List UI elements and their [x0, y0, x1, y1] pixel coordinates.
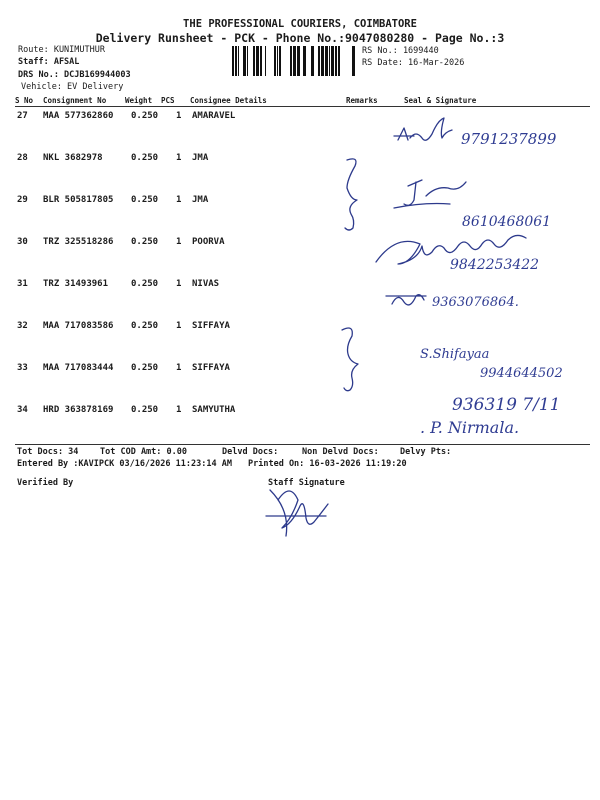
table-row-sno: 34 [17, 405, 28, 415]
table-row-pcs: 1 [176, 195, 182, 205]
table-row-sno: 30 [17, 237, 28, 247]
table-row-weight: 0.250 [131, 111, 159, 121]
col-header-consignee: Consignee Details [190, 96, 267, 105]
table-row-sno: 29 [17, 195, 28, 205]
table-row-consignment: BLR 505817805 [43, 195, 114, 205]
table-row-consignee: SAMYUTHA [192, 405, 236, 415]
delivery-points: Delvy Pts: [400, 447, 452, 457]
table-row-pcs: 1 [176, 153, 182, 163]
table-row-weight: 0.250 [131, 237, 159, 247]
table-row-consignee: JMA [192, 153, 209, 163]
table-row-consignee: NIVAS [192, 279, 220, 289]
col-header-remarks: Remarks [346, 96, 378, 105]
rs-date-field: RS Date: 16-Mar-2026 [362, 58, 465, 68]
table-row-pcs: 1 [176, 111, 182, 121]
handwritten-phone-33: 9944644502 [480, 366, 563, 381]
table-row-weight: 0.250 [131, 195, 159, 205]
table-row-sno: 27 [17, 111, 28, 121]
verified-by-label: Verified By [17, 478, 74, 488]
col-header-pcs: PCS [161, 96, 175, 105]
handwritten-phone-27: 9791237899 [461, 130, 557, 148]
table-row-consignment: MAA 717083444 [43, 363, 114, 373]
total-docs: Tot Docs: 34 [17, 447, 79, 457]
handwritten-phone-34: 936319 7/11 [452, 395, 561, 415]
vehicle-field: Vehicle: EV Delivery [21, 82, 124, 92]
total-cod-amount: Tot COD Amt: 0.00 [100, 447, 187, 457]
col-header-consignment: Consignment No [43, 96, 107, 105]
table-row-consignee: JMA [192, 195, 209, 205]
table-row-sno: 33 [17, 363, 28, 373]
table-row-weight: 0.250 [131, 321, 159, 331]
col-header-seal: Seal & Signature [404, 96, 477, 105]
handwritten-phone-31: 9363076864. [432, 295, 519, 310]
handwritten-phone-29: 8610468061 [462, 214, 552, 230]
printed-on: Printed On: 16-03-2026 11:19:20 [248, 459, 407, 469]
table-row-consignment: TRZ 325518286 [43, 237, 114, 247]
table-row-pcs: 1 [176, 237, 182, 247]
table-row-consignee: POORVA [192, 237, 225, 247]
table-row-sno: 28 [17, 153, 28, 163]
staff-signature-label: Staff Signature [268, 478, 345, 488]
table-row-pcs: 1 [176, 405, 182, 415]
table-row-weight: 0.250 [131, 279, 159, 289]
table-row-consignee: AMARAVEL [192, 111, 236, 121]
table-row-sno: 32 [17, 321, 28, 331]
handwritten-phone-30: 9842253422 [450, 257, 540, 273]
rs-no-field: RS No.: 1699440 [362, 46, 439, 56]
delivered-docs: Delvd Docs: [222, 447, 279, 457]
col-header-sno: S No [15, 96, 34, 105]
table-row-consignment: TRZ 31493961 [43, 279, 109, 289]
table-row-weight: 0.250 [131, 405, 159, 415]
handwritten-name-34: . P. Nirmala. [420, 418, 520, 437]
runsheet-title: Delivery Runsheet - PCK - Phone No.:9047080280 - Page No.:3 [95, 31, 505, 45]
non-delivered-docs: Non Delvd Docs: [302, 447, 379, 457]
table-row-pcs: 1 [176, 321, 182, 331]
table-row-consignment: HRD 363878169 [43, 405, 114, 415]
table-row-consignment: MAA 577362860 [43, 111, 114, 121]
route-field: Route: KUNIMUTHUR [18, 45, 105, 55]
company-name: THE PROFESSIONAL COURIERS, COIMBATORE [183, 18, 417, 30]
drs-no-field: DRS No.: DCJB169944003 [18, 70, 131, 80]
table-row-sno: 31 [17, 279, 28, 289]
table-row-consignee: SIFFAYA [192, 321, 230, 331]
staff-field: Staff: AFSAL [18, 57, 80, 67]
table-row-consignment: NKL 3682978 [43, 153, 103, 163]
table-row-weight: 0.250 [131, 363, 159, 373]
entered-by: Entered By :KAVIPCK 03/16/2026 11:23:14 AM [17, 459, 232, 469]
table-row-consignment: MAA 717083586 [43, 321, 114, 331]
handwritten-name-33: S.Shifayaa [420, 347, 490, 362]
col-header-weight: Weight [125, 96, 153, 105]
table-row-weight: 0.250 [131, 153, 159, 163]
table-row-pcs: 1 [176, 279, 182, 289]
table-row-consignee: SIFFAYA [192, 363, 230, 373]
table-row-pcs: 1 [176, 363, 182, 373]
